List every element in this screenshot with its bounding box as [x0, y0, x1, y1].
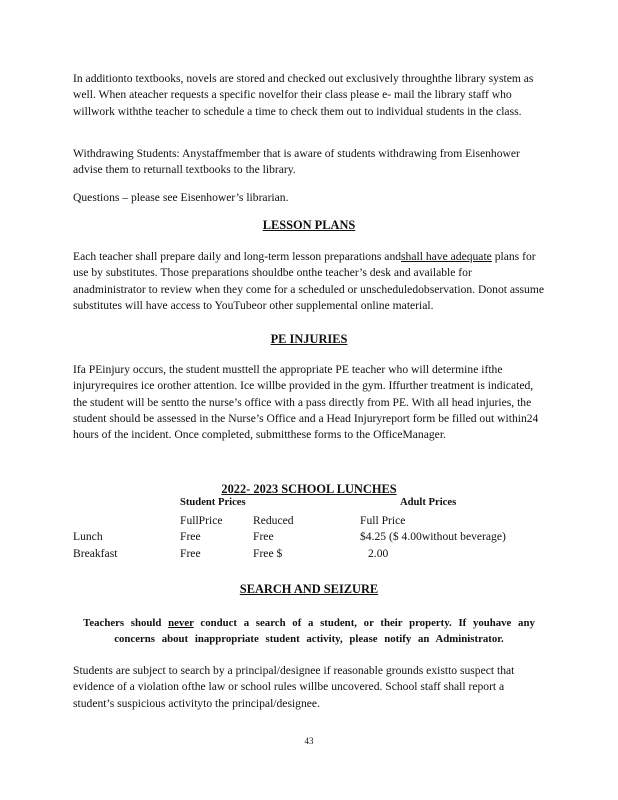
student-reduced-price: Free $	[253, 546, 283, 560]
table-row	[73, 547, 540, 564]
table-row	[73, 497, 540, 514]
lesson-plans-heading: LESSON PLANS	[262, 218, 356, 232]
table-row	[73, 514, 540, 531]
reduced-label: Reduced	[253, 513, 294, 527]
page-number: 43	[304, 736, 314, 746]
student-reduced-price: Free	[253, 530, 274, 543]
student-prices-label: Student Prices	[180, 497, 246, 508]
search-seizure-heading: SEARCH AND SEIZURE	[239, 582, 379, 596]
pe-injuries-paragraph: Ifa PEinjury occurs, the student musttell the appropriate PE teacher who will determine ifthe injuryrequires ice orother attention. Ice willbe provided in the gym. Iffurther treatment is indicated, the student will be sentto the nurse’s office with a pass directly from PE. With all head injuries, the student should be assessed in the Nurse’s Office and a Head Injuryreport form be filled out within24 hours of the incident. Once completed, submitthese forms to the OfficeManager.	[73, 363, 539, 442]
table-row	[73, 530, 540, 547]
lunch-prices-table	[73, 497, 540, 563]
adult-price: 2.00	[368, 546, 389, 560]
full-price-adult-label: Full Price	[360, 513, 406, 527]
lesson-plans-text-before: Each teacher shall prepare daily and long-term lesson preparations and	[73, 250, 402, 263]
full-price-student-label: FullPrice	[180, 513, 223, 527]
warning-text-after: conduct a search of a student, or their property. If youhave any concerns about inappropriate student activity, please notify an Administrator.	[114, 617, 535, 645]
warning-never: never	[168, 617, 194, 629]
lesson-plans-paragraph	[73, 249, 545, 314]
meal-name: Lunch	[73, 530, 103, 543]
teacher-search-warning	[80, 615, 538, 647]
warning-text-before: Teachers should	[83, 617, 162, 629]
search-paragraph: Students are subject to search by a principal/designee if reasonable grounds existto suspect that evidence of a violation ofthe law or school rules willbe uncovered. School staff shall report a student’s suspicious activityto the principal/designee.	[73, 664, 515, 710]
adult-price: $4.25 ($ 4.00without beverage)	[360, 530, 506, 543]
lesson-plans-underlined: shall have adequate	[401, 250, 492, 263]
meal-name: Breakfast	[73, 546, 118, 560]
student-full-price: Free	[180, 530, 201, 543]
pe-injuries-heading: PE INJURIES	[270, 332, 348, 346]
lesson-plans-text-after: plans for use by substitutes. Those preparations shouldbe onthe teacher’s desk and available for anadministrator to review when they come for a scheduled or unscheduledobservation. Donot assume substitutes will have access to YouTubeor other supplemental online material.	[73, 250, 545, 312]
lunches-heading: 2022- 2023 SCHOOL LUNCHES	[221, 482, 397, 496]
student-full-price: Free	[180, 546, 201, 560]
adult-prices-label: Adult Prices	[400, 497, 457, 508]
withdrawing-paragraph: Withdrawing Students: Anystaffmember that is aware of students withdrawing from Eisenhower advise them to returnall textbooks to the library.	[73, 147, 520, 177]
questions-paragraph: Questions – please see Eisenhower’s librarian.	[73, 191, 289, 204]
novels-paragraph: In additionto textbooks, novels are stored and checked out exclusively throughthe library system as well. When ateacher requests a specific novelfor their class please e- mail the library staff who willwork withthe teacher to schedule a time to check them out to individual students in the class.	[73, 72, 534, 118]
